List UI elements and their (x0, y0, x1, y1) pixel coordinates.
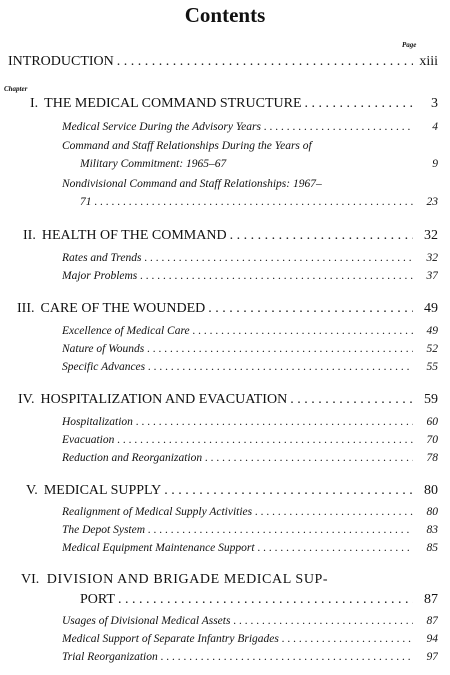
toc-page-number: 87 (426, 615, 438, 627)
toc-page-number: 9 (432, 158, 438, 170)
dot-leader (208, 301, 413, 317)
toc-page-number: 97 (426, 651, 438, 663)
dot-leader (233, 615, 413, 627)
chapter-number: II. (23, 228, 36, 243)
dot-leader (148, 524, 413, 536)
chapter-title: THE MEDICAL COMMAND STRUCTURE (44, 96, 302, 111)
chapter-title: HOSPITALIZATION AND EVACUATION (40, 392, 288, 407)
toc-section[interactable] (62, 506, 438, 518)
toc-page-number: 78 (426, 452, 438, 464)
chapter-number: IV. (18, 392, 35, 407)
page-column-label: Page (402, 41, 417, 49)
dot-leader (147, 343, 413, 355)
toc-chapter-5[interactable] (26, 483, 438, 499)
chapter-number: V. (26, 483, 38, 498)
dot-leader (230, 228, 413, 244)
chapter-title: MEDICAL SUPPLY (43, 483, 162, 498)
section-title: Reduction and Reorganization (62, 452, 203, 464)
chapter-title: HEALTH OF THE COMMAND (41, 228, 227, 243)
toc-section[interactable] (62, 651, 438, 663)
toc-page-number: 55 (426, 361, 438, 373)
dot-leader (117, 54, 413, 70)
dot-leader (305, 96, 414, 112)
toc-entry-introduction[interactable] (8, 54, 438, 70)
toc-page-number: 87 (424, 592, 438, 607)
section-title: Medical Service During the Advisory Years (62, 121, 261, 133)
toc-section[interactable] (62, 361, 438, 373)
chapter-title-line1: DIVISION AND BRIGADE MEDICAL SUP- (46, 572, 329, 587)
dot-leader (193, 325, 413, 337)
dot-leader (264, 121, 413, 133)
toc-entry-label: INTRODUCTION (8, 54, 114, 69)
section-title-line1: Command and Staff Relationships During the Years of (62, 140, 312, 152)
toc-section[interactable] (62, 524, 438, 536)
toc-section[interactable] (62, 633, 438, 645)
toc-page-number: xiii (419, 54, 438, 69)
dot-leader (282, 633, 413, 645)
section-title: Medical Support of Separate Infantry Brigades (62, 633, 279, 645)
section-title: Trial Reorganization (62, 651, 158, 663)
toc-page-number: 94 (426, 633, 438, 645)
toc-page-number: 60 (426, 416, 438, 428)
section-title: Realignment of Medical Supply Activities (62, 506, 253, 518)
chapter-number: I. (30, 96, 39, 111)
toc-section[interactable] (62, 452, 438, 464)
toc-page-number: 80 (426, 506, 438, 518)
toc-section[interactable] (80, 158, 438, 170)
toc-page-number: 70 (426, 434, 438, 446)
toc-page-number: 59 (424, 392, 438, 407)
toc-section[interactable] (62, 416, 438, 428)
toc-section[interactable] (62, 542, 438, 554)
section-title-line1: Nondivisional Command and Staff Relationships: 1967– (62, 178, 322, 190)
toc-chapter-6[interactable] (80, 592, 438, 608)
section-title: Specific Advances (62, 361, 146, 373)
chapter-title-line2: PORT (80, 592, 115, 607)
dot-leader (95, 196, 414, 208)
section-title: Medical Equipment Maintenance Support (62, 542, 255, 554)
section-title: Rates and Trends (62, 252, 142, 264)
dot-leader (140, 270, 413, 282)
dot-leader (255, 506, 413, 518)
dot-leader (144, 252, 413, 264)
toc-page-number: 4 (432, 121, 438, 133)
toc-section[interactable] (62, 252, 438, 264)
toc-page-number: 32 (424, 228, 438, 243)
section-title: Evacuation (62, 434, 115, 446)
dot-leader (117, 434, 413, 446)
section-title-line2: Military Commitment: 1965–67 (80, 158, 227, 170)
toc-section[interactable] (80, 196, 438, 208)
toc-chapter-6-line1[interactable] (21, 572, 328, 588)
toc-page-number: 83 (426, 524, 438, 536)
section-title: Excellence of Medical Care (62, 325, 190, 337)
dot-leader (258, 542, 413, 554)
dot-leader (205, 452, 413, 464)
chapter-number: III. (17, 301, 35, 316)
chapter-column-label: Chapter (4, 85, 28, 93)
toc-page-number: 52 (426, 343, 438, 355)
dot-leader (161, 651, 413, 663)
chapter-title: CARE OF THE WOUNDED (40, 301, 206, 316)
toc-section[interactable] (62, 325, 438, 337)
toc-chapter-2[interactable] (23, 228, 438, 244)
dot-leader (290, 392, 413, 408)
toc-page-number: 37 (426, 270, 438, 282)
section-title: Major Problems (62, 270, 138, 282)
toc-section[interactable] (62, 434, 438, 446)
toc-page-number: 49 (426, 325, 438, 337)
toc-chapter-1[interactable] (30, 96, 438, 112)
section-title: Usages of Divisional Medical Assets (62, 615, 231, 627)
toc-page-number: 49 (424, 301, 438, 316)
toc-section[interactable] (62, 270, 438, 282)
page-title: Contents (184, 3, 266, 27)
toc-section[interactable] (62, 343, 438, 355)
toc-section[interactable] (62, 615, 438, 627)
toc-page-number: 85 (426, 542, 438, 554)
toc-page-number: 32 (426, 252, 438, 264)
dot-leader (148, 361, 413, 373)
dot-leader (164, 483, 413, 499)
section-title: The Depot System (62, 524, 146, 536)
toc-page-number: 23 (426, 196, 438, 208)
toc-chapter-3[interactable] (17, 301, 438, 317)
toc-chapter-4[interactable] (18, 392, 438, 408)
toc-page-number: 80 (424, 483, 438, 498)
toc-page-number: 3 (431, 96, 438, 111)
section-title: Hospitalization (62, 416, 133, 428)
section-title: Nature of Wounds (62, 343, 145, 355)
dot-leader (118, 592, 413, 608)
section-title-line2: 71 (80, 196, 92, 208)
dot-leader (136, 416, 413, 428)
toc-section[interactable] (62, 121, 438, 133)
chapter-number: VI. (21, 572, 40, 587)
